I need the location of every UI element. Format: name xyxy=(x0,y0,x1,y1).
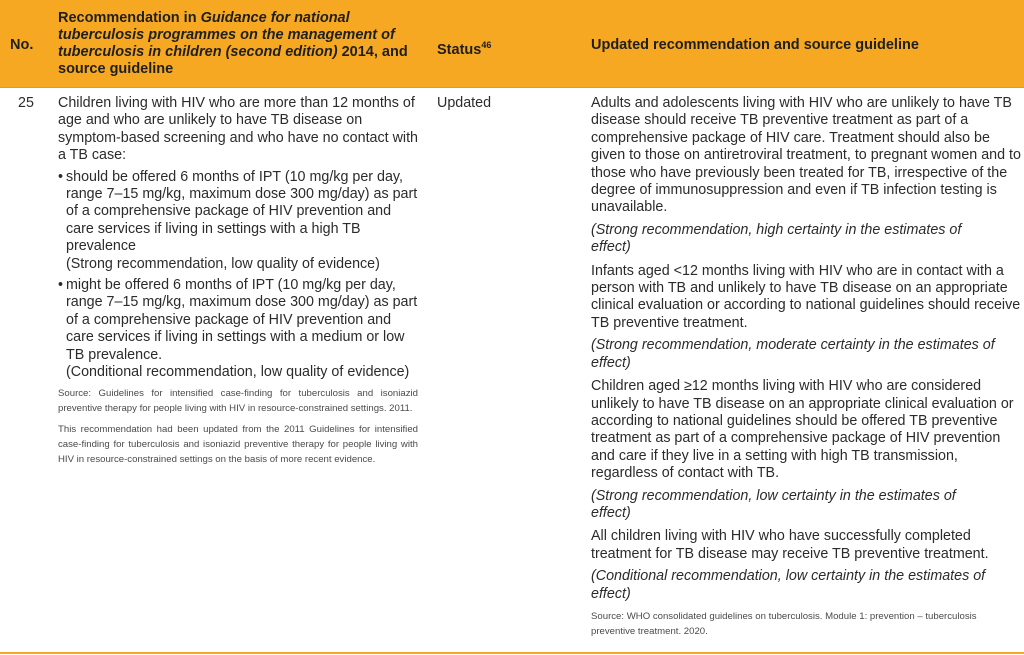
updated-strength: (Strong recommendation, low certainty in the estimates of effect) xyxy=(591,487,956,521)
list-item xyxy=(58,169,418,273)
bullet-strength: (Conditional recommendation, low quality of evidence) xyxy=(66,364,410,381)
bullet-strength: (Strong recommendation, low quality of evidence) xyxy=(66,255,380,272)
updated-strength: (Strong recommendation, high certainty in the estimates of effect) xyxy=(591,221,962,256)
updated-recommendation: Adults and adolescents living with HIV who are unlikely to have TB disease should receive TB preventive treatment as part of a comprehensive package of HIV care. Treatment should also be given to those on antiretroviral treatment, to pregnant women and to those who have previously been treated for TB, irrespective of the degree of immunosuppression and even if TB infection testing is unavailable. xyxy=(591,95,1021,216)
list-item xyxy=(58,277,418,381)
recommendation-note: This recommendation had been updated from the 2011 Guidelines for intensified case-finding for tuberculosis and isoniazid preventive therapy for people living with HIV in resource-constrained settings on the basis of more recent evidence. xyxy=(58,423,418,465)
header-rec-title: Guidance for national tuberculosis programmes on the management of tuberculosis in children (second edition) xyxy=(58,10,395,60)
bullet-marker: • xyxy=(58,168,64,185)
recommendation-intro: Children living with HIV who are more than 12 months of age and who are unlikely to have TB disease on symptom-based screening and who have no contact with a TB case: xyxy=(58,95,419,164)
row-number: 25 xyxy=(18,95,34,111)
updated-cell xyxy=(591,95,1021,639)
header-rec-suffix: 2014, and source guideline xyxy=(58,44,408,77)
header-rec-prefix: Recommendation in xyxy=(58,10,201,26)
updated-source: Source: WHO consolidated guidelines on tuberculosis. Module 1: prevention – tuberculosis preventive treatment. 2020. xyxy=(591,610,977,637)
header-no: No. xyxy=(10,37,34,53)
header-updated: Updated recommendation and source guideline xyxy=(591,37,919,53)
header-status-footnote: 46 xyxy=(481,40,492,50)
updated-recommendation: All children living with HIV who have successfully completed treatment for TB disease may receive TB preventive treatment. xyxy=(591,528,989,562)
recommendation-source: Source: Guidelines for intensified case-finding for tuberculosis and isoniazid preventive therapy for people living with HIV in resource-constrained settings. 2011. xyxy=(58,387,418,414)
bullet-marker: • xyxy=(58,277,64,294)
updated-recommendation: Infants aged <12 months living with HIV who are in contact with a person with TB and unlikely to have TB disease on an appropriate clinical evaluation or according to national guidelines should receive TB preventive treatment. xyxy=(591,262,1021,331)
updated-strength: (Strong recommendation, moderate certainty in the estimates of effect) xyxy=(591,337,995,371)
recommendation-cell xyxy=(58,95,418,467)
bullet-text: should be offered 6 months of IPT (10 mg/kg per day, range 7–15 mg/kg, maximum dose 300 mg/day) as part of a comprehensive package of HIV prevention and care services if living in settings with a high TB prevalence xyxy=(66,168,418,255)
updated-strength: (Conditional recommendation, low certainty in the estimates of effect) xyxy=(591,568,986,602)
header-recommendation xyxy=(58,10,418,78)
table-header xyxy=(0,0,1024,88)
header-status xyxy=(437,37,491,59)
table-bottom-rule xyxy=(0,652,1024,654)
bullet-text: might be offered 6 months of IPT (10 mg/kg per day, range 7–15 mg/kg, maximum dose 300 mg/day) as part of a comprehensive package of HIV prevention and care services if living in settings with a medium or low TB prevalence. xyxy=(66,277,418,363)
status-value: Updated xyxy=(437,95,492,111)
header-status-label: Status xyxy=(437,42,482,58)
updated-recommendation: Children aged ≥12 months living with HIV who are considered unlikely to have TB disease on an appropriate clinical evaluation or according to national guidelines should be offered TB preventive treatment as part of a comprehensive package of HIV prevention and care if they live in a setting with high TB transmission, regardless of contact with TB. xyxy=(591,378,1014,482)
